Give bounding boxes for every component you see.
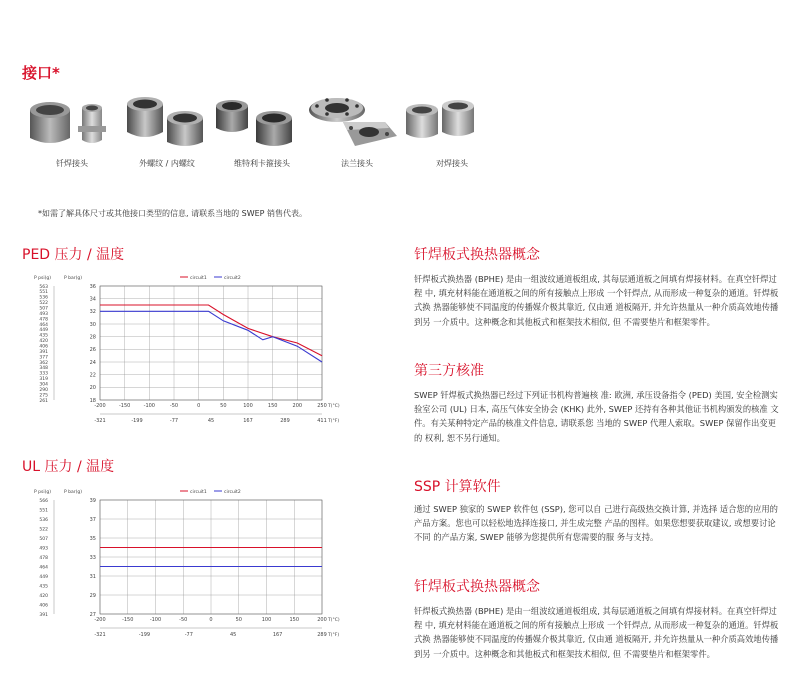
psi-tick-label: 435 [39,333,48,339]
psi-tick-label: 478 [39,317,48,323]
x-tick-label: 100 [243,403,253,409]
f-tick-label: 167 [272,632,283,638]
y2-axis-label: P psi(g) [34,490,51,495]
y-axis-label: P bar(g) [64,490,82,495]
x-tick-label: -200 [94,617,106,623]
x-tick-label: 100 [261,617,272,623]
connector-label: 钎焊接头 [56,159,88,168]
x-tick-label: 0 [209,617,213,623]
psi-tick-label: 391 [39,612,48,618]
psi-tick-label: 522 [39,527,48,533]
psi-tick-label: 319 [39,377,48,383]
psi-tick-label: 362 [39,360,48,366]
y-tick-label: 24 [89,359,96,366]
x2-axis-label: T(°F) [328,633,340,638]
f-tick-label: -77 [169,418,179,424]
x-tick-label: 50 [235,617,242,623]
f-tick-label: -199 [138,632,151,638]
section-title-ssp: SSP 计算软件 [414,479,501,495]
y-tick-label: 35 [89,535,96,542]
x-tick-label: -200 [94,403,106,409]
psi-tick-label: 420 [39,339,48,345]
braze-connection-icon [22,92,122,154]
weld-connection-icon [402,92,502,154]
section-title-bphe-concept-2: 钎焊板式换热器概念 [414,579,540,595]
y-tick-label: 27 [89,611,96,618]
x-tick-label: -100 [149,617,162,623]
connector-label: 维特利卡箍接头 [234,159,290,168]
y-tick-label: 37 [89,516,96,523]
x-tick-label: 250 [317,403,327,409]
x-tick-label: -150 [122,617,134,623]
weld-connection [402,92,502,169]
section-text-ssp: 通过 SWEP 独家的 SWEP 软件包 (SSP), 您可以自 己进行高级热交换计算, 并选择 适合您的应用的 产品方案。您也可以轻松地选择连接口, 并生成完整 产品的图样。如果您想要获取建议, 或想要讨论不同 的产品方案, SWEP 能够为您提供所有您需要的服 务与支持。 [414,504,778,543]
connectors-footnote: *如需了解具体尺寸或其他接口类型的信息, 请联系当地的 SWEP 销售代表。 [38,209,308,218]
x-tick-label: -50 [179,617,188,623]
x-tick-label: 150 [289,617,300,623]
f-tick-label: 411 [317,418,327,424]
psi-tick-label: 261 [39,398,48,404]
section-title-bphe-concept: 钎焊板式换热器概念 [414,247,540,263]
y-tick-label: 18 [89,397,96,404]
y-tick-label: 36 [89,283,96,290]
f-tick-label: -321 [94,632,106,638]
psi-tick-label: 563 [39,284,48,290]
ped-chart-title: PED 压力 / 温度 [22,247,125,263]
f-tick-label: -321 [94,418,106,424]
f-tick-label: 167 [243,418,253,424]
psi-tick-label: 493 [39,546,48,552]
braze-connection [22,92,122,169]
connector-label: 对焊接头 [436,159,468,168]
section-text-bphe-concept: 钎焊板式换热器 (BPHE) 是由一组波纹通道板组成, 其每层通道板之间填有焊接材料。在真空钎焊过程 中, 填充材料能在通道板之间的所有接触点上形成 一个钎焊点, 从而形成一种复杂的通道。钎焊板式换 热器能够使不同温度的传播媒介极其靠近, 仅由通 道板隔开, 并允许热量从一种介质高效地传播到另 一介质中。这种概念和其他板式和框架技术相似, 但 不需要垫片和框架零件。 [414,274,779,327]
x-tick-label: -100 [143,403,156,409]
f-tick-label: -77 [184,632,193,638]
ul-chart-svg [30,484,350,644]
thread-connection-icon [117,92,217,154]
psi-tick-label: 464 [39,322,48,328]
psi-tick-label: 536 [39,295,48,301]
ul-chart [30,484,350,648]
psi-tick-label: 551 [39,290,48,296]
f-tick-label: -199 [131,418,143,424]
legend-label: circuit1 [190,276,207,281]
connector-gallery [22,92,492,182]
section-title-approval: 第三方核准 [414,363,484,379]
x-axis-label: T(°C) [328,404,340,409]
psi-tick-label: 551 [39,508,48,514]
connectors-heading: 接口* [22,64,60,82]
psi-tick-label: 478 [39,555,48,561]
flange-connection [307,92,407,169]
y-tick-label: 26 [89,347,96,354]
legend-label: circuit2 [224,276,241,281]
y-tick-label: 31 [89,573,96,580]
section-text-approval: SWEP 钎焊板式换热器已经过下列证书机构普遍核 准: 欧洲, 承压设备指令 (PED) 美国, 安全检测实验室公司 (UL) 日本, 高压气体安全协会 (KHK) 此外, SWEP 还持有各种其他证书机构颁发的核准 文件。有关某种特定产品的核准文件信息, 请联系您 当地的 SWEP 代理人索取。SWEP 保留作出变更的 权利, 恕不另行通知。 [414,390,779,443]
psi-tick-label: 275 [39,393,48,399]
x-tick-label: -150 [118,403,131,409]
psi-tick-label: 449 [39,328,48,334]
psi-tick-label: 377 [39,355,48,361]
psi-tick-label: 391 [39,349,48,355]
psi-tick-label: 348 [39,366,48,372]
connector-label: 外螺纹 / 内螺纹 [139,159,195,168]
x-tick-label: 150 [267,403,278,409]
psi-tick-label: 406 [39,344,48,350]
f-tick-label: 289 [317,632,327,638]
y-tick-label: 39 [89,497,96,504]
psi-tick-label: 290 [39,387,48,393]
x2-axis-label: T(°F) [328,419,340,424]
legend-label: circuit2 [224,490,241,495]
x-tick-label: 200 [292,403,303,409]
psi-tick-label: 536 [39,517,48,523]
psi-tick-label: 333 [39,371,48,377]
y-tick-label: 33 [89,554,96,561]
ped-chart [30,270,350,434]
psi-tick-label: 464 [39,565,48,571]
flange-connection-icon [307,92,407,154]
section-text-bphe-concept-2: 钎焊板式换热器 (BPHE) 是由一组波纹通道板组成, 其每层通道板之间填有焊接材料。在真空钎焊过程 中, 填充材料能在通道板之间的所有接触点上形成 一个钎焊点, 从而形成一种复杂的通道。钎焊板式换 热器能够使不同温度的传播媒介极其靠近, 仅由通 道板隔开, 并允许热量从一种介质高效地传播到另 一介质中。这种概念和其他板式和框架技术相似, 但 不需要垫片和框架零件。 [414,606,779,659]
psi-tick-label: 522 [39,301,48,307]
psi-tick-label: 449 [39,574,48,580]
y-tick-label: 29 [89,592,96,599]
psi-tick-label: 566 [39,498,48,504]
legend-label: circuit1 [190,490,207,495]
psi-tick-label: 304 [39,382,48,388]
f-tick-label: 289 [280,418,290,424]
psi-tick-label: 435 [39,584,48,590]
thread-connection [117,92,217,169]
f-tick-label: 45 [230,632,237,638]
psi-tick-label: 507 [39,536,48,542]
x-tick-label: 200 [317,617,327,623]
psi-tick-label: 406 [39,603,48,609]
victaulic-connection [212,92,312,169]
y-axis-label: P bar(g) [64,276,82,281]
victaulic-connection-icon [212,92,312,154]
psi-tick-label: 420 [39,593,48,599]
psi-tick-label: 507 [39,306,48,312]
ul-chart-title: UL 压力 / 温度 [22,459,115,475]
x-tick-label: -50 [169,403,179,409]
ped-chart-svg [30,270,350,430]
y-tick-label: 30 [89,321,96,328]
x-tick-label: 0 [197,403,201,409]
connector-label: 法兰接头 [341,159,373,168]
y2-axis-label: P psi(g) [34,276,51,281]
f-tick-label: 45 [207,418,215,424]
psi-tick-label: 493 [39,311,48,317]
y-tick-label: 32 [89,309,96,316]
y-tick-label: 22 [89,372,96,379]
y-tick-label: 20 [89,385,96,392]
y-tick-label: 28 [89,334,96,341]
x-axis-label: T(°C) [328,618,340,623]
y-tick-label: 34 [89,296,96,303]
x-tick-label: 50 [220,403,227,409]
